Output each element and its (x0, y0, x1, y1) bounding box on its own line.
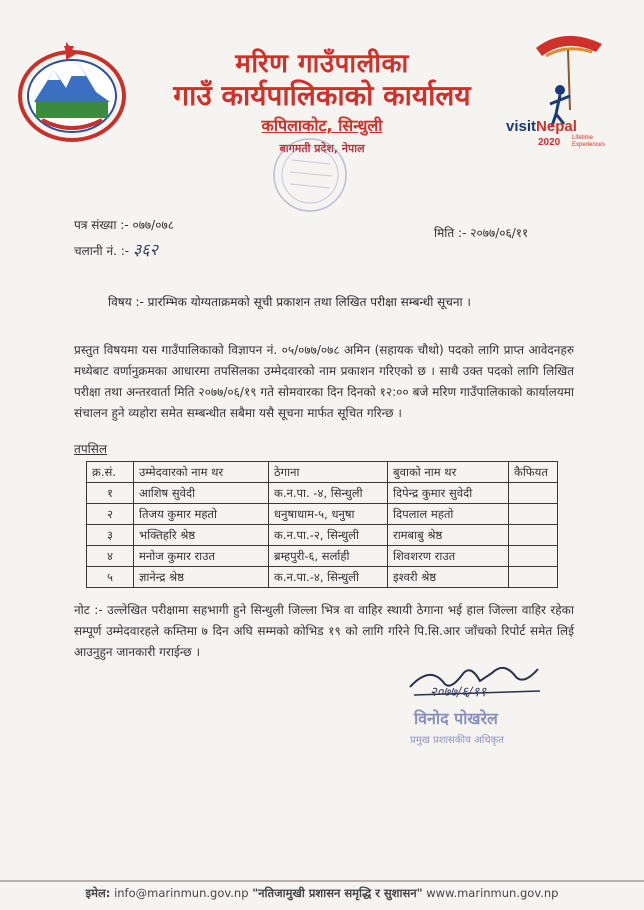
table-header-row (87, 462, 558, 483)
office-province: बागमती प्रदेश, नेपाल (279, 142, 365, 155)
cell-serial: ४ (87, 546, 134, 567)
cell-candidate-name: भक्तिहरि श्रेष्ठ (134, 525, 269, 546)
cell-candidate-name: ज्ञानेन्द्र श्रेष्ठ (134, 567, 269, 588)
office-name: गाउँ कार्यपालिकाको कार्यालय (173, 79, 471, 112)
letter-footer (0, 886, 644, 901)
cell-remarks (509, 504, 558, 525)
cell-address: क.न.पा. -४, सिन्धुली (269, 483, 388, 504)
cell-candidate-name: आशिष सुवेदी (134, 483, 269, 504)
table-row (87, 546, 558, 567)
cell-father-name: इश्वरी श्रेष्ठ (388, 567, 509, 588)
signatory-title: प्रमुख प्रशासकीय अधिकृत (410, 735, 504, 746)
municipality-name: मरिण गाउँपालीका (235, 49, 409, 79)
visit-nepal-tagline (572, 135, 605, 149)
office-stamp-icon (240, 130, 380, 220)
cell-father-name: दिपलाल महतो (388, 504, 509, 525)
signature-date: २०७७/६/११ (430, 685, 487, 700)
nepal-word: Nepal (536, 118, 577, 135)
visit-word: visit (506, 118, 537, 135)
visit-nepal-wordmark (506, 118, 577, 135)
cell-candidate-name: मनोज कुमार राउत (134, 546, 269, 567)
letter-body: प्रस्तुत विषयमा यस गाउँपालिकाको विज्ञापन नं. ०५/०७७/०७८ अमिन (सहायक चौथो) पदको लागि प्राप्त आवेदनहरु मध्येबाट वर्णानुक्रमका आधारमा तपसिलका उम्मेदवारको नाम प्रकाशन गरिएको छ । साथै उक्त पदको लागि लिखित परीक्षा तथा अन्तरवार्ता मिति २०७७/०६/१९ गते सोमवारका दिन दिनको १२:०० बजे मरिण गाउँपालिकाको कार्यालयमा संचालन हुने व्यहोरा समेत सम्बन्धीत सबैमा यसै सूचना मार्फत सूचित गरिन्छ । (74, 343, 574, 420)
cell-candidate-name: तिजय कुमार महतो (134, 504, 269, 525)
tagline-line1: Lifetime (572, 135, 594, 141)
cell-father-name: दिपेन्द्र कुमार सुवेदी (388, 483, 509, 504)
footer-email-label: इमेल: (85, 886, 111, 900)
dispatch-number-row (74, 238, 158, 260)
letter-subject: विषय :- प्रारम्भिक योग्यताक्रमको सूची प्रकाशन तथा लिखित परीक्षा सम्बन्धी सूचना । (108, 295, 471, 309)
dispatch-label: चलानी नं. :- (74, 244, 130, 258)
table-row (87, 504, 558, 525)
col-remarks: कैफियत (509, 462, 558, 483)
office-location: कपिलाकोट, सिन्धुली (261, 116, 383, 135)
letter-note: नोट :- उल्लेखित परीक्षामा सहभागी हुने सिन्धुली जिल्ला भित्र वा वाहिर स्थायी ठेगाना भई हाल जिल्ला वाहिर रहेका सम्पूर्ण उम्मेदवारहले कम्तिमा ७ दिन अघि सम्मको कोभिड १९ को लागि गरिने पि.सि.आर जाँचको रिपोर्ट समेत लिई आउनुहुन जानकारी गराईन्छ । (74, 603, 574, 659)
cell-father-name: शिवशरण राउत (388, 546, 509, 567)
cell-address: ब्रम्हपुरी-६, सर्लाही (269, 546, 388, 567)
cell-serial: २ (87, 504, 134, 525)
schedule-heading: तपसिल (74, 442, 108, 456)
cell-address: धनुषाधाम-५, धनुषा (269, 504, 388, 525)
cell-remarks (509, 567, 558, 588)
signatory-name: विनोद पोखरेल (414, 709, 498, 728)
footer-email[interactable]: info@marinmun.gov.np (114, 886, 249, 900)
footer-divider (0, 880, 644, 882)
footer-website[interactable]: www.marinmun.gov.np (426, 886, 559, 900)
cell-address: क.न.पा.-२, सिन्धुली (269, 525, 388, 546)
table-row (87, 483, 558, 504)
col-serial: क्र.सं. (87, 462, 134, 483)
cell-remarks (509, 483, 558, 504)
footer-motto: "नतिजामुखी प्रशासन समृद्धि र सुशासन" (252, 886, 423, 900)
col-candidate-name: उम्मेदवारको नाम थर (134, 462, 269, 483)
col-address: ठेगाना (269, 462, 388, 483)
cell-father-name: रामबाबु श्रेष्ठ (388, 525, 509, 546)
tagline-line2: Experiences (572, 142, 606, 148)
cell-remarks (509, 525, 558, 546)
table-row (87, 525, 558, 546)
visit-nepal-year: 2020 (538, 137, 561, 148)
dispatch-number: ३६२ (132, 240, 158, 259)
cell-serial: १ (87, 483, 134, 504)
letter-reference-number: पत्र संख्या :- ०७७/०७८ (74, 218, 174, 232)
letter-date: मिति :- २०७७/०६/११ (434, 226, 529, 240)
cell-serial: ५ (87, 567, 134, 588)
col-father-name: बुवाको नाम थर (388, 462, 509, 483)
candidate-table (86, 461, 558, 588)
cell-remarks (509, 546, 558, 567)
table-row (87, 567, 558, 588)
cell-address: क.न.पा.-४, सिन्धुली (269, 567, 388, 588)
cell-serial: ३ (87, 525, 134, 546)
